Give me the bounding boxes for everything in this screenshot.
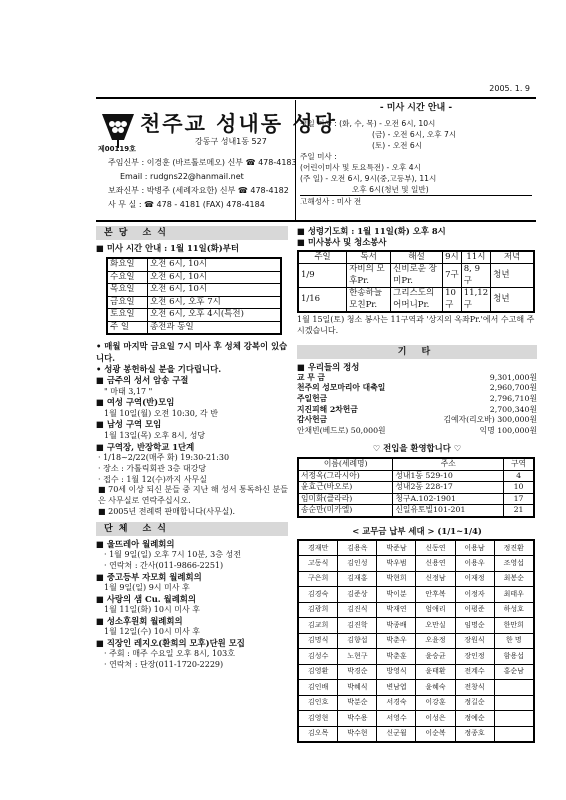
item-title: ■ 여성 구역(반)모임 [96,397,288,408]
group-detail: 1월 12일(수) 10시 미사 후 [104,627,200,637]
header-cell: 9시 [443,251,462,264]
offering-amount: 2,700,340원 [489,404,537,414]
household-name-cell: 한만희 [494,618,534,634]
table-row [298,602,534,618]
zone-cell: 21 [504,505,534,517]
header-cell: 이름(세례명) [298,458,393,470]
household-name-cell: 경재만 [298,540,338,556]
table-row [107,309,281,321]
offering-title: ■ 우리들의 정성 [297,362,537,373]
household-name-cell: 박수현 [338,726,377,742]
table-row [298,505,534,517]
day-cell: 토요일 [107,309,147,321]
household-name-cell: 김인배 [298,680,338,696]
office-info: 사 무 실 : ☎ 478 - 4181 (FAX) 478-4184 [108,200,265,209]
household-name-cell: 윤태환 [416,664,455,680]
household-name-cell: 김경숙 [298,587,338,603]
item-title: ■ 금주의 성서 암송 구절 [96,375,288,386]
offering-amount: 2,796,710원 [489,394,537,403]
household-name-cell: 안후복 [416,587,455,603]
household-name-cell: 최봉순 [494,571,534,587]
mass-line: 주일 미사 : [300,152,337,162]
household-name-cell: 오윤정 [416,633,455,649]
household-name-cell: 김광희 [298,602,338,618]
household-name-cell: 박춘훈 [377,649,416,665]
household-name-cell: 서영수 [377,711,416,727]
household-name-cell: 정진환 [494,540,534,556]
offering-label: 교 무 금 [297,372,326,382]
table-row [107,258,281,271]
address-cell: 성내2동 228-17 [393,482,504,494]
group-title: ■ 울뜨레아 월례회의 [96,539,288,550]
group-detail: 1월 11일(화) 10시 미사 후 [104,605,200,615]
table-row [298,649,534,665]
issue-date: 2005. 1. 9 [489,84,530,93]
table-row [298,264,534,288]
day-cell: 화요일 [107,258,147,271]
right-column [297,226,537,743]
household-name-cell [494,695,534,711]
group-detail: 1월 9일(일) 9시 미사 후 [104,583,190,593]
offering-label: 주일헌금 [297,394,328,403]
mass-line: (어린이미사 및 토요특전) - 오후 4시 [300,163,421,173]
household-name-cell: 장인정 [455,649,494,665]
household-name-cell: 김오목 [298,726,338,742]
table-row [298,726,534,742]
household-name-cell: 박현희 [377,571,416,587]
household-name-cell: 고동식 [298,556,338,572]
table-row [298,482,534,494]
cleaning-note: 1월 15일(토) 청소 봉사는 11구역과 '상지의 옥좌Pr.'에서 수고해 주시겠습니다. [297,315,535,335]
header-cell: 주일 [298,251,347,264]
household-name-cell: 장원식 [455,633,494,649]
household-name-cell: 박경순 [338,664,377,680]
household-name-cell: 김진식 [338,602,377,618]
household-name-cell: 신용연 [416,556,455,572]
group-title: ■ 직장인 레지오(환희의 모후)단원 모집 [96,638,288,649]
household-name-cell: 신정남 [416,571,455,587]
household-name-cell: 김성수 [298,649,338,665]
time-cell: 오전 6시, 10시 [147,271,281,283]
household-name-cell: 박우범 [377,556,416,572]
bible-reading-notice: ■ 70세 이상 되신 분들 중 지난 해 성서 통독하신 분들은 사무실로 연락주십시오. [96,485,288,507]
welcome-table [297,457,535,518]
household-name-cell: 이용우 [455,556,494,572]
table-row [107,296,281,308]
dues-title: < 교무금 납부 세대 > (1/1~1/4) [352,525,482,536]
household-name-cell: 윤승균 [416,649,455,665]
household-name-cell: 노현구 [338,649,377,665]
household-name-cell: 함용섭 [494,649,534,665]
table-row [298,540,534,556]
welcome-title: ♡ 전입을 환영합니다 ♡ [372,443,462,454]
etc-heading: 기 타 [297,345,537,359]
top-rule [96,97,536,99]
header-cell: 해설 [391,251,443,264]
offering-amount: 익명 100,000원 [479,425,537,435]
zone-cell: 10 [504,482,534,494]
offering-label: 천주의 성모마리아 대축일 [297,383,386,393]
parish-address: 강동구 성내1동 527 [195,137,267,146]
offering-row [297,405,537,416]
item-detail: · 장소 : 가톨릭회관 3층 대강당 [98,463,207,473]
group-title: ■ 중고등부 자모회 월례회의 [96,572,288,583]
household-name-cell: 김인호 [298,695,338,711]
offering-row [297,383,537,394]
service-cell: 청년 [491,288,534,312]
service-table [297,250,535,313]
header-cell: 11시 [461,251,490,264]
household-name-cell: 서경숙 [377,695,416,711]
household-name-cell: 이평준 [455,602,494,618]
group-detail: · 연락처 : 간사(011-9866-2251) [104,560,224,570]
service-cell: 자비의 모후Pr. [347,264,391,288]
service-cell: 신비로운 장미Pr. [391,264,443,288]
address-cell: 성내1동 529-10 [393,470,504,482]
time-cell: 오전 6시, 오후 7시 [147,296,281,308]
service-cell: 11,12구 [461,288,490,312]
offering-row [297,394,537,405]
group-news-heading: 단체 소식 [96,522,288,536]
household-name-cell: 임명순 [455,618,494,634]
service-cell: 청년 [491,264,534,288]
service-cell: 7구 [443,264,462,288]
mass-schedule-box [295,100,536,222]
table-row [298,470,534,482]
parish-news-heading: 본당 소식 [96,226,288,240]
household-name-cell: 박재연 [377,602,416,618]
household-name-cell: 이재정 [455,571,494,587]
household-name-cell: 이성은 [416,711,455,727]
group-detail: · 주회 : 매주 수요일 오후 8시, 103호 [104,649,235,659]
offering-row [297,373,537,384]
household-name-cell: 김준상 [338,587,377,603]
time-cell: 오전 6시, 10시 [147,258,281,271]
item-title: ■ 구역장, 반장학교 1단계 [96,442,288,453]
household-name-cell: 홍순남 [494,664,534,680]
address-cell: 청구A.102-1901 [393,493,504,505]
service-cell: 8, 9구 [461,264,490,288]
household-name-cell: 오만실 [416,618,455,634]
household-name-cell: 박이분 [377,587,416,603]
offering-amount: 9,301,000원 [489,372,537,382]
household-name-cell: 조영섭 [494,556,534,572]
table-row [298,493,534,505]
mass-line: 고해성사 : 미사 전 [300,195,532,207]
household-name-cell: 하성호 [494,602,534,618]
household-name-cell: 정예순 [455,711,494,727]
household-name-cell [494,726,534,742]
household-name-cell: 김교희 [298,618,338,634]
service-title: ■ 미사봉사 및 청소봉사 [297,237,537,248]
table-row [298,633,534,649]
household-name-cell: 박춘우 [377,633,416,649]
left-column [96,226,288,671]
table-row [298,556,534,572]
household-name-cell: 최태우 [494,587,534,603]
household-name-cell: 박분순 [338,695,377,711]
household-name-cell: 정종호 [455,726,494,742]
household-name-cell: 엄애리 [416,602,455,618]
table-row [298,695,534,711]
mass-line: 오후 6시(청년 및 일반) [352,185,429,195]
household-name-cell: 이순복 [416,726,455,742]
offering-label: 안채빈(베드로) 50,000원 [297,425,386,435]
mass-line: 평일 미사 : (화, 수, 목) - 오전 6시, 10시 [300,119,436,129]
service-cell: 그리스도의 어머니Pr. [391,288,443,312]
household-name-cell: 정길순 [455,695,494,711]
table-row [298,571,534,587]
dues-table [297,539,535,743]
offering-row [297,415,537,426]
page-title: 천주교 성내동 성당 [140,111,337,136]
service-cell: 1/9 [298,264,347,288]
table-row [298,711,534,727]
offering-amount: 2,960,700원 [489,383,537,393]
household-name-cell: 김영환 [298,664,338,680]
table-header-row [298,251,534,264]
church-logo-icon [100,110,136,150]
group-title: ■ 성소후원회 월례회의 [96,616,288,627]
household-name-cell: 박혜식 [338,680,377,696]
offering-amount: 김예자(리오바) 300,000원 [443,415,537,425]
address-cell: 신일유토빌101-201 [393,505,504,517]
household-name-cell: 구은희 [298,571,338,587]
household-name-cell: 김용옥 [338,540,377,556]
service-cell: 1/16 [298,288,347,312]
benediction-notice: • 매월 마지막 금요일 7시 미사 후 성체 강복이 있습니다. [96,341,288,364]
day-cell: 금요일 [107,296,147,308]
item-title: ■ 남성 구역 모임 [96,419,288,430]
header-cell: 구역 [504,458,534,470]
household-name-cell [494,680,534,696]
item-detail: · 1/18~2/22(매주 화) 19:30-21:30 [98,452,230,462]
mass-line: (토) - 오전 6시 [372,141,423,151]
group-title: ■ 사랑의 샘 Cu. 월례회의 [96,594,288,605]
name-cell: 송순만(미카엘) [298,505,393,517]
household-name-cell: 김향섭 [338,633,377,649]
offering-list [297,373,537,436]
time-cell: 오전 6시, 10시 [147,284,281,296]
table-row [298,288,534,312]
household-name-cell: 김명식 [298,633,338,649]
service-cell: 10구 [443,288,462,312]
household-name-cell: 박종배 [377,618,416,634]
household-name-cell: 김영현 [298,711,338,727]
mass-line: (금) - 오전 6시, 오후 7시 [372,130,457,140]
household-name-cell: 김재홍 [338,571,377,587]
household-name-cell: 한 명 [494,633,534,649]
zone-cell: 4 [504,470,534,482]
household-name-cell: 이정자 [455,587,494,603]
offering-label: 지진피해 2차헌금 [297,404,358,414]
household-name-cell: 변남엽 [377,680,416,696]
offering-label: 감사헌금 [297,415,328,425]
household-name-cell: 김진학 [338,618,377,634]
name-cell: 임미화(클라라) [298,493,393,505]
household-name-cell: 신군월 [377,726,416,742]
name-cell: 서정옥(그라시아) [298,470,393,482]
prayer-meeting: ■ 성령기도회 : 1월 11일(화) 오후 8시 [297,226,537,237]
item-detail: 1월 13일(목) 오후 8시, 성당 [104,430,206,440]
issue-number: 제00119호 [98,145,136,153]
table-row [298,680,534,696]
group-detail: · 연락처 : 단장(011-1720-2229) [104,660,224,670]
name-cell: 윤효근(바오로) [298,482,393,494]
time-cell: 오전 6시, 오후 4시(특전) [147,309,281,321]
table-row [107,271,281,283]
day-cell: 주 일 [107,321,147,334]
mass-notice-title: ■ 미사 시간 안내 : 1월 11일(화)부터 [96,243,288,254]
table-row [298,618,534,634]
household-name-cell: 윤혜숙 [416,680,455,696]
item-detail: · 접수 : 1월 12(수)까지 사무실 [98,474,208,484]
table-row [298,664,534,680]
associate-info: 보좌신부 : 박병주 (세례자요한) 신부 ☎ 478-4182 [108,186,289,195]
table-row [107,284,281,296]
table-header-row [298,458,534,470]
day-cell: 수요일 [107,271,147,283]
mass-schedule-title: - 미사 시간 안내 - [379,103,453,113]
table-row [107,321,281,334]
item-detail: 1월 10일(월) 오전 10:30, 각 반 [104,408,218,418]
household-name-cell: 방영식 [377,664,416,680]
offering-row [297,426,537,437]
zone-cell: 17 [504,493,534,505]
household-name-cell: 이용남 [455,540,494,556]
item-detail: " 마태 3,17 " [104,386,153,396]
lamp-notice: • 성광 봉헌하실 분을 기다립니다. [96,364,288,375]
household-name-cell: 박준남 [377,540,416,556]
header-cell: 저녁 [491,251,534,264]
calendar-notice: ■ 2005년 전례력 판매합니다(사무실). [96,507,288,518]
household-name-cell: 이강훈 [416,695,455,711]
day-cell: 목요일 [107,284,147,296]
group-detail: · 1월 9일(일) 오후 7시 10분, 3층 성전 [104,550,241,560]
table-row [298,587,534,603]
household-name-cell [494,711,534,727]
service-cell: 한송하늘 모친Pr. [347,288,391,312]
pastor-info: 주임신부 : 이경훈 (바르톨로메오) 신부 ☎ 478-4183 [108,158,297,167]
household-name-cell: 전계수 [455,664,494,680]
household-name-cell: 김인성 [338,556,377,572]
mass-notice-table [106,257,282,335]
household-name-cell: 전창식 [455,680,494,696]
mass-line: (주 일) - 오전 6시, 9시(중,고등부), 11시 [300,174,437,184]
header-cell: 독서 [347,251,391,264]
household-name-cell: 박수용 [338,711,377,727]
household-name-cell: 신동연 [416,540,455,556]
time-cell: 종전과 동일 [147,321,281,334]
email-info: Email : rudgns22@hanmail.net [120,172,244,181]
header-cell: 주소 [393,458,504,470]
